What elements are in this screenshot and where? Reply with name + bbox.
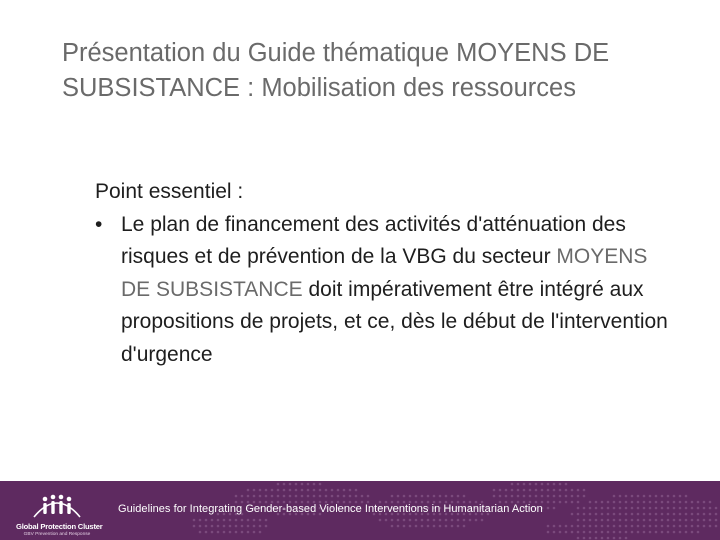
bullet-text-part2: doit impérativement être intégré aux propositions de projets, et ce, dès le début de l'intervention d'urgence [121, 277, 668, 366]
logo-name: Global Protection Cluster [16, 522, 103, 531]
bullet-item [95, 209, 675, 372]
bullet-text-part1: Le plan de financement des activités d'atténuation des risques et de prévention de la VBG du secteur [121, 212, 626, 268]
logo-subtitle: GBV Prevention and Response [23, 532, 91, 537]
footer-guidelines-text: Guidelines for Integrating Gender-based Violence Interventions in Humanitarian Action [118, 503, 543, 515]
bullet-dot: • [95, 212, 103, 236]
sector-highlight: MOYENS DE SUBSISTANCE [121, 245, 648, 301]
slide-title: Présentation du Guide thématique MOYENS DE SUBSISTANCE : Mobilisation des ressources [62, 39, 610, 102]
bullet-text [121, 209, 675, 372]
global-protection-cluster-logo [16, 487, 103, 537]
footer-band [0, 481, 720, 540]
slide-body [95, 176, 675, 371]
people-figures-icon [16, 487, 98, 521]
lead-line: Point essentiel : [95, 180, 244, 203]
